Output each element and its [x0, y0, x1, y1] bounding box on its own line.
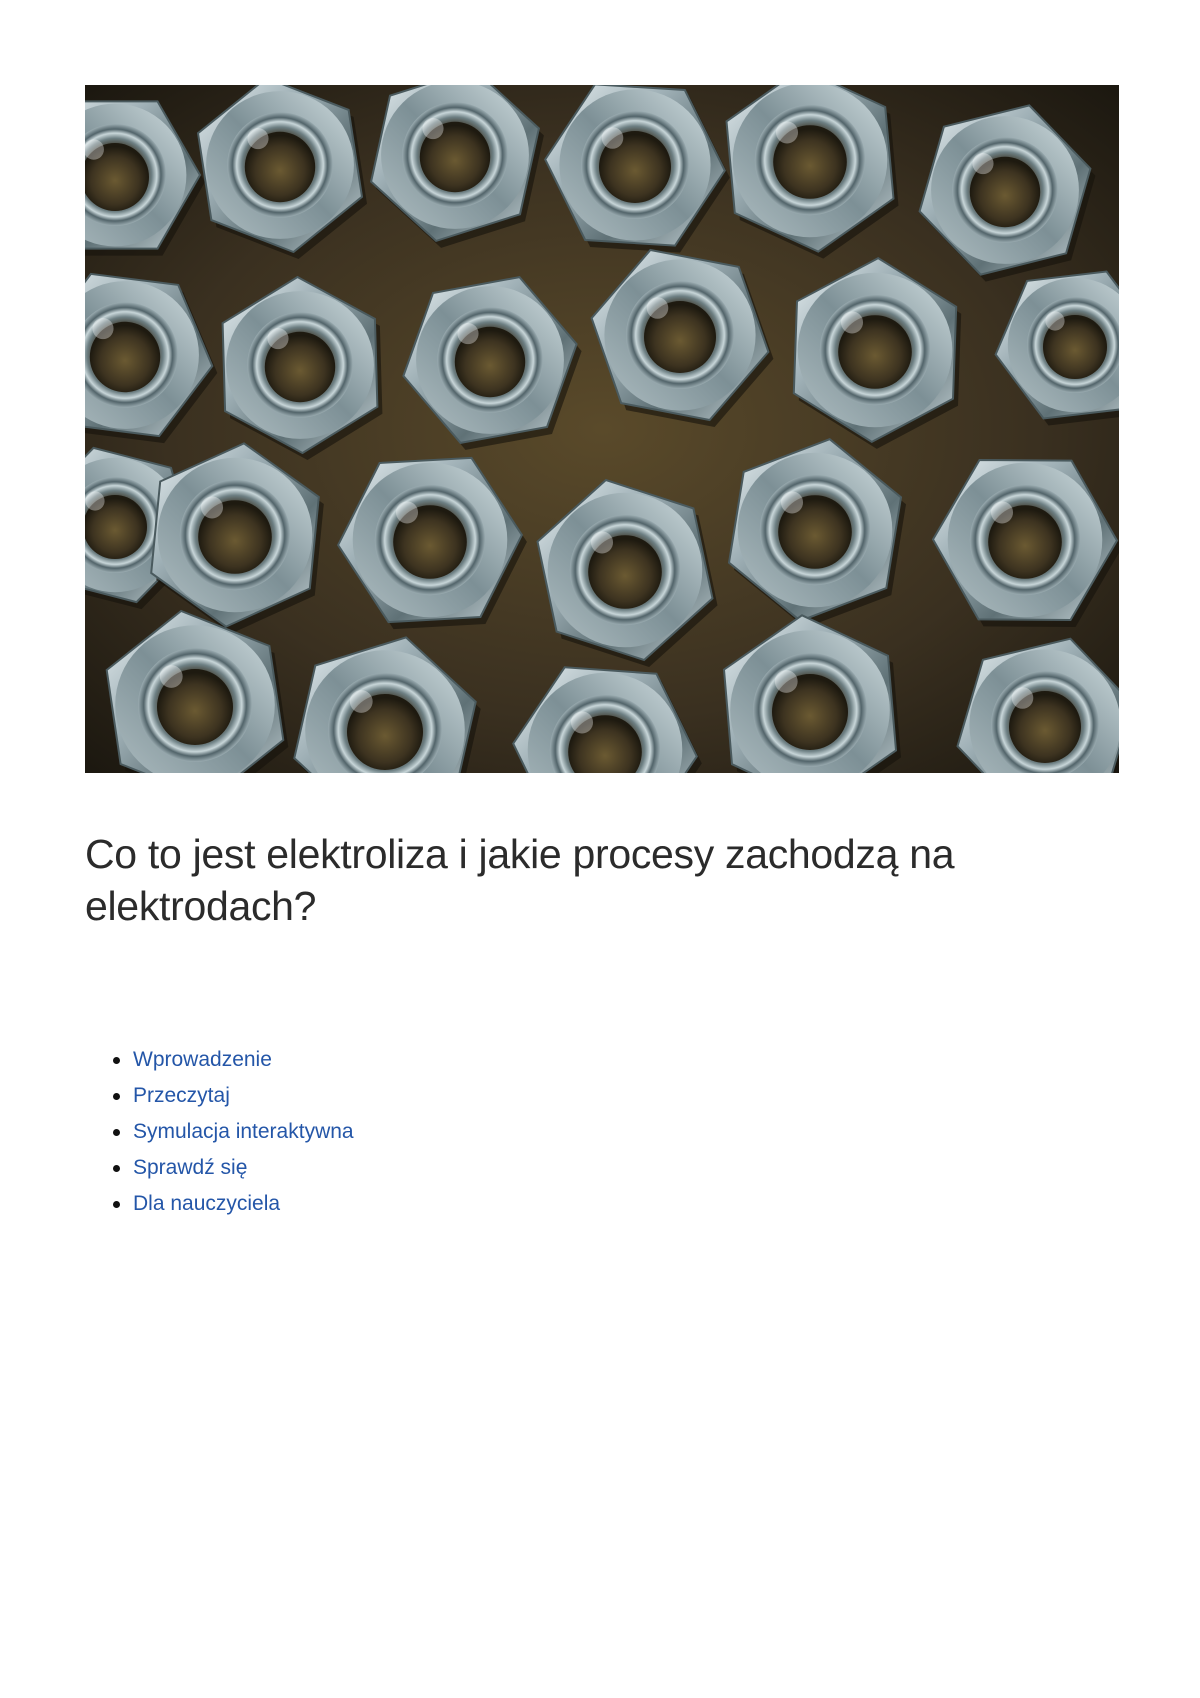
toc-link-simulation[interactable]: Symulacja interaktywna — [133, 1120, 354, 1143]
toc-link-for-teacher[interactable]: Dla nauczyciela — [133, 1192, 281, 1215]
page-title: Co to jest elektroliza i jakie procesy zachodzą na elektrodach? — [85, 831, 955, 929]
hex-nuts-illustration — [85, 85, 1119, 773]
toc-link-read[interactable]: Przeczytaj — [133, 1084, 230, 1107]
toc-item — [133, 1150, 354, 1186]
toc-item — [133, 1186, 354, 1222]
toc-item — [133, 1114, 354, 1150]
toc-item — [133, 1078, 354, 1114]
table-of-contents — [85, 1042, 354, 1222]
toc-link-introduction[interactable]: Wprowadzenie — [133, 1048, 272, 1071]
hero-image — [85, 85, 1119, 773]
toc-link-check-yourself[interactable]: Sprawdź się — [133, 1156, 248, 1179]
toc-item — [133, 1042, 354, 1078]
